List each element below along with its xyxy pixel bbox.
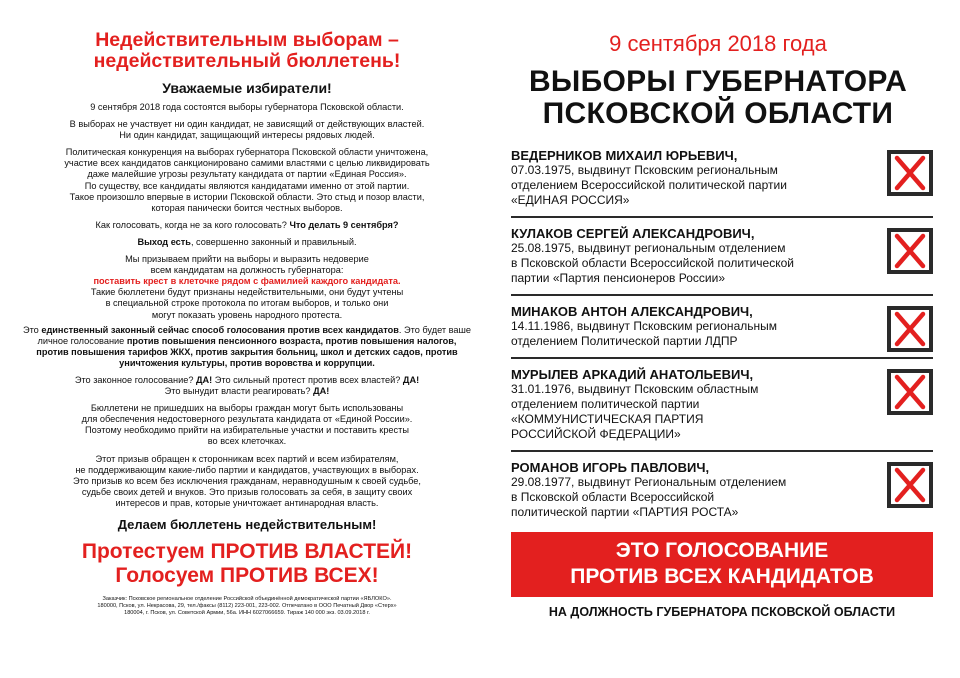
line: 14.11.1986, выдвинут Псковским региональным: [511, 319, 777, 333]
line: могут показать уровень народного протеста.: [151, 309, 343, 320]
line: даже малейшие угрозы результату кандидата от партии «Единая Россия».: [87, 169, 407, 180]
candidate-row: [503, 363, 933, 448]
exit-paragraph: [22, 237, 472, 248]
divider: [511, 294, 933, 296]
line: Этот призыв обращен к сторонникам всех партий и всем избирателям,: [95, 453, 399, 464]
candidate-desc: [511, 241, 811, 286]
line: 07.03.1975, выдвинут Псковским региональным: [511, 163, 778, 177]
checkbox-with-cross-icon[interactable]: [887, 150, 933, 196]
ballot-title: [503, 66, 933, 130]
candidate-desc: [511, 475, 811, 520]
checkbox-with-cross-icon[interactable]: [887, 228, 933, 274]
slogan: [22, 540, 472, 588]
exit-text: , совершенно законный и правильный.: [190, 236, 357, 247]
line: которая панически боится честных выборов.: [151, 202, 343, 213]
candidate-name: МИНАКОВ АНТОН АЛЕКСАНДРОВИЧ,: [511, 304, 753, 319]
intro-paragraph: 9 сентября 2018 года состоятся выборы губернатора Псковской области.: [90, 102, 404, 112]
text: Это законное голосование?: [74, 374, 196, 385]
bold-text: против повышения пенсионного возраста, против повышения налогов, против повышения тарифов ЖКХ, против закрытия больниц, школ и детских садов, против уничтожения культуры, против воровства и коррупции.: [36, 335, 458, 368]
text: Это: [22, 324, 42, 335]
closing-line: Делаем бюллетень недействительным!: [117, 517, 377, 532]
line: Бюллетени не пришедших на выборы граждан могут быть использованы: [90, 403, 404, 414]
no-candidate-paragraph: [22, 119, 472, 141]
divider: [511, 216, 933, 218]
candidate-name: ВЕДЕРНИКОВ МИХАИЛ ЮРЬЕВИЧ,: [511, 148, 738, 163]
question-text: Как голосовать, когда не за кого голосовать?: [95, 219, 287, 230]
candidate-name: КУЛАКОВ СЕРГЕЙ АЛЕКСАНДРОВИЧ,: [511, 226, 755, 241]
headline-line-2: недействительный бюллетень!: [93, 50, 401, 72]
candidate-row: [503, 456, 933, 526]
headline: [22, 30, 472, 72]
appeal-column: [22, 30, 472, 617]
line: в Псковской области Всероссийской политической: [511, 256, 794, 270]
question-paragraph: [22, 220, 472, 231]
call-paragraph: [22, 254, 472, 321]
line: Поэтому необходимо прийти на избирательные участки и поставить кресты: [85, 425, 409, 436]
candidate-row: [503, 300, 933, 355]
candidate-row: [503, 144, 933, 214]
line: политической партии «ПАРТИЯ РОСТА»: [511, 505, 739, 519]
text: . Это будет ваше личное голосование: [37, 324, 472, 346]
line: РОССИЙСКОЙ ФЕДЕРАЦИИ»: [511, 427, 681, 441]
line: Ни один кандидат, защищающий интересы рядовых людей.: [119, 130, 375, 141]
candidate-name: РОМАНОВ ИГОРЬ ПАВЛОВИЧ,: [511, 460, 710, 475]
line: интересов и прав, которые уничтожает антинародная власть.: [115, 497, 379, 508]
election-date: 9 сентября 2018 года: [609, 31, 827, 56]
title-line-1: ВЫБОРЫ ГУБЕРНАТОРА: [528, 65, 908, 98]
qa-paragraph: [22, 375, 472, 397]
line: во всех клеточках.: [207, 436, 287, 447]
banner-line-1: ЭТО ГОЛОСОВАНИЕ: [615, 539, 829, 562]
line: В выборах не участвует ни один кандидат, не зависящий от действующих властей.: [69, 119, 425, 130]
line: Такое произошло впервые в истории Псковской области. Это стыд и позор власти,: [69, 191, 425, 202]
ballots-paragraph: [22, 403, 472, 447]
ballot-column: [503, 30, 933, 619]
candidate-desc: [511, 163, 811, 208]
line: 29.08.1977, выдвинут Региональным отделением: [511, 475, 787, 489]
headline-line-1: Недействительным выборам –: [95, 29, 399, 51]
line: для обеспечения недостоверного результата кандидата от «Единой России».: [81, 414, 413, 425]
banner-line-2: ПРОТИВ ВСЕХ КАНДИДАТОВ: [570, 565, 874, 588]
slogan-line-1: Протестуем ПРОТИВ ВЛАСТЕЙ!: [81, 540, 413, 563]
line: отделением Всероссийской политической партии: [511, 178, 787, 192]
question-bold: Что делать 9 сентября?: [289, 219, 399, 230]
candidate-name: МУРЫЛЕВ АРКАДИЙ АНАТОЛЬЕВИЧ,: [511, 367, 754, 382]
line: в Псковской области Всероссийской: [511, 490, 715, 504]
checkbox-with-cross-icon[interactable]: [887, 462, 933, 508]
line: участие всех кандидатов санкционировано самими властями с целью ликвидировать: [64, 158, 430, 169]
line: не поддерживающим какие-либо партии и кандидатов, участвующих в выборах.: [75, 464, 419, 475]
line: «КОММУНИСТИЧЕСКАЯ ПАРТИЯ: [511, 412, 704, 426]
text: Это вынудит власти реагировать?: [164, 386, 314, 397]
line: 180000, Псков, ул. Некрасова, 29, тел./факсы (8112) 223-001, 223-002. Отпечатано в ООО Печатный Двор «Стерх»: [97, 603, 397, 609]
line: Политическая конкуренция на выборах губернатора Псковской области уничтожена,: [65, 147, 429, 158]
line: в специальной строке протокола по итогам выборов, и только они: [105, 298, 389, 309]
line: Такие бюллетени будут признаны недействительными, они будут учтены: [90, 287, 404, 298]
bold-text: единственный законный сейчас способ голосования против всех кандидатов: [41, 324, 399, 335]
line: судьбе своих детей и внуков. Это призыв голосовать за себя, в защиту своих: [81, 486, 413, 497]
divider: [511, 357, 933, 359]
text: Это сильный протест против всех властей?: [212, 374, 403, 385]
line: 25.08.1975, выдвинут региональным отделением: [511, 241, 786, 255]
competition-paragraph: [22, 147, 472, 214]
print-imprint: [22, 596, 472, 617]
line: отделением политической партии: [511, 397, 700, 411]
position-footer: НА ДОЛЖНОСТЬ ГУБЕРНАТОРА ПСКОВСКОЙ ОБЛАСТИ: [548, 605, 896, 619]
legal-method-paragraph: [22, 325, 472, 369]
line: «ЕДИНАЯ РОССИЯ»: [511, 193, 630, 207]
divider: [511, 450, 933, 452]
yes-bold: ДА!: [196, 374, 213, 385]
line: Мы призываем прийти на выборы и выразить недоверие: [125, 254, 369, 265]
line: По существу, все кандидаты являются кандидатами именно от этой партии.: [84, 180, 410, 191]
appeal-paragraph: [22, 454, 472, 509]
candidate-desc: [511, 319, 811, 349]
exit-bold: Выход есть: [137, 236, 191, 247]
line: 180004, г. Псков, ул. Советской Армии, 56а. ИНН 6027066659. Тираж 140 000 экз. 03.09.2018 г.: [124, 610, 370, 616]
line: Это призыв ко всем без исключения гражданам, неравнодушным к своей судьбе,: [73, 475, 421, 486]
line: 31.01.1976, выдвинут Псковским областным: [511, 382, 759, 396]
line: отделением Политической партии ЛДПР: [511, 334, 738, 348]
checkbox-with-cross-icon[interactable]: [887, 306, 933, 352]
candidate-row: [503, 222, 933, 292]
title-line-2: ПСКОВСКОЙ ОБЛАСТИ: [542, 97, 894, 130]
against-all-banner: [511, 532, 933, 597]
yes-bold: ДА!: [402, 374, 420, 385]
candidate-desc: [511, 382, 811, 442]
cross-instruction: поставить крест в клеточке рядом с фамилией каждого кандидата.: [93, 276, 401, 287]
slogan-line-2: Голосуем ПРОТИВ ВСЕХ!: [115, 564, 379, 587]
line: Заказчик: Псковское региональное отделение Российской объединённой демократической партии «ЯБЛОКО».: [102, 596, 392, 602]
line: всем кандидатам на должность губернатора:: [150, 265, 344, 276]
yes-bold: ДА!: [313, 386, 330, 397]
line: партии «Партия пенсионеров России»: [511, 271, 725, 285]
checkbox-with-cross-icon[interactable]: [887, 369, 933, 415]
greeting: Уважаемые избиратели!: [162, 80, 332, 96]
